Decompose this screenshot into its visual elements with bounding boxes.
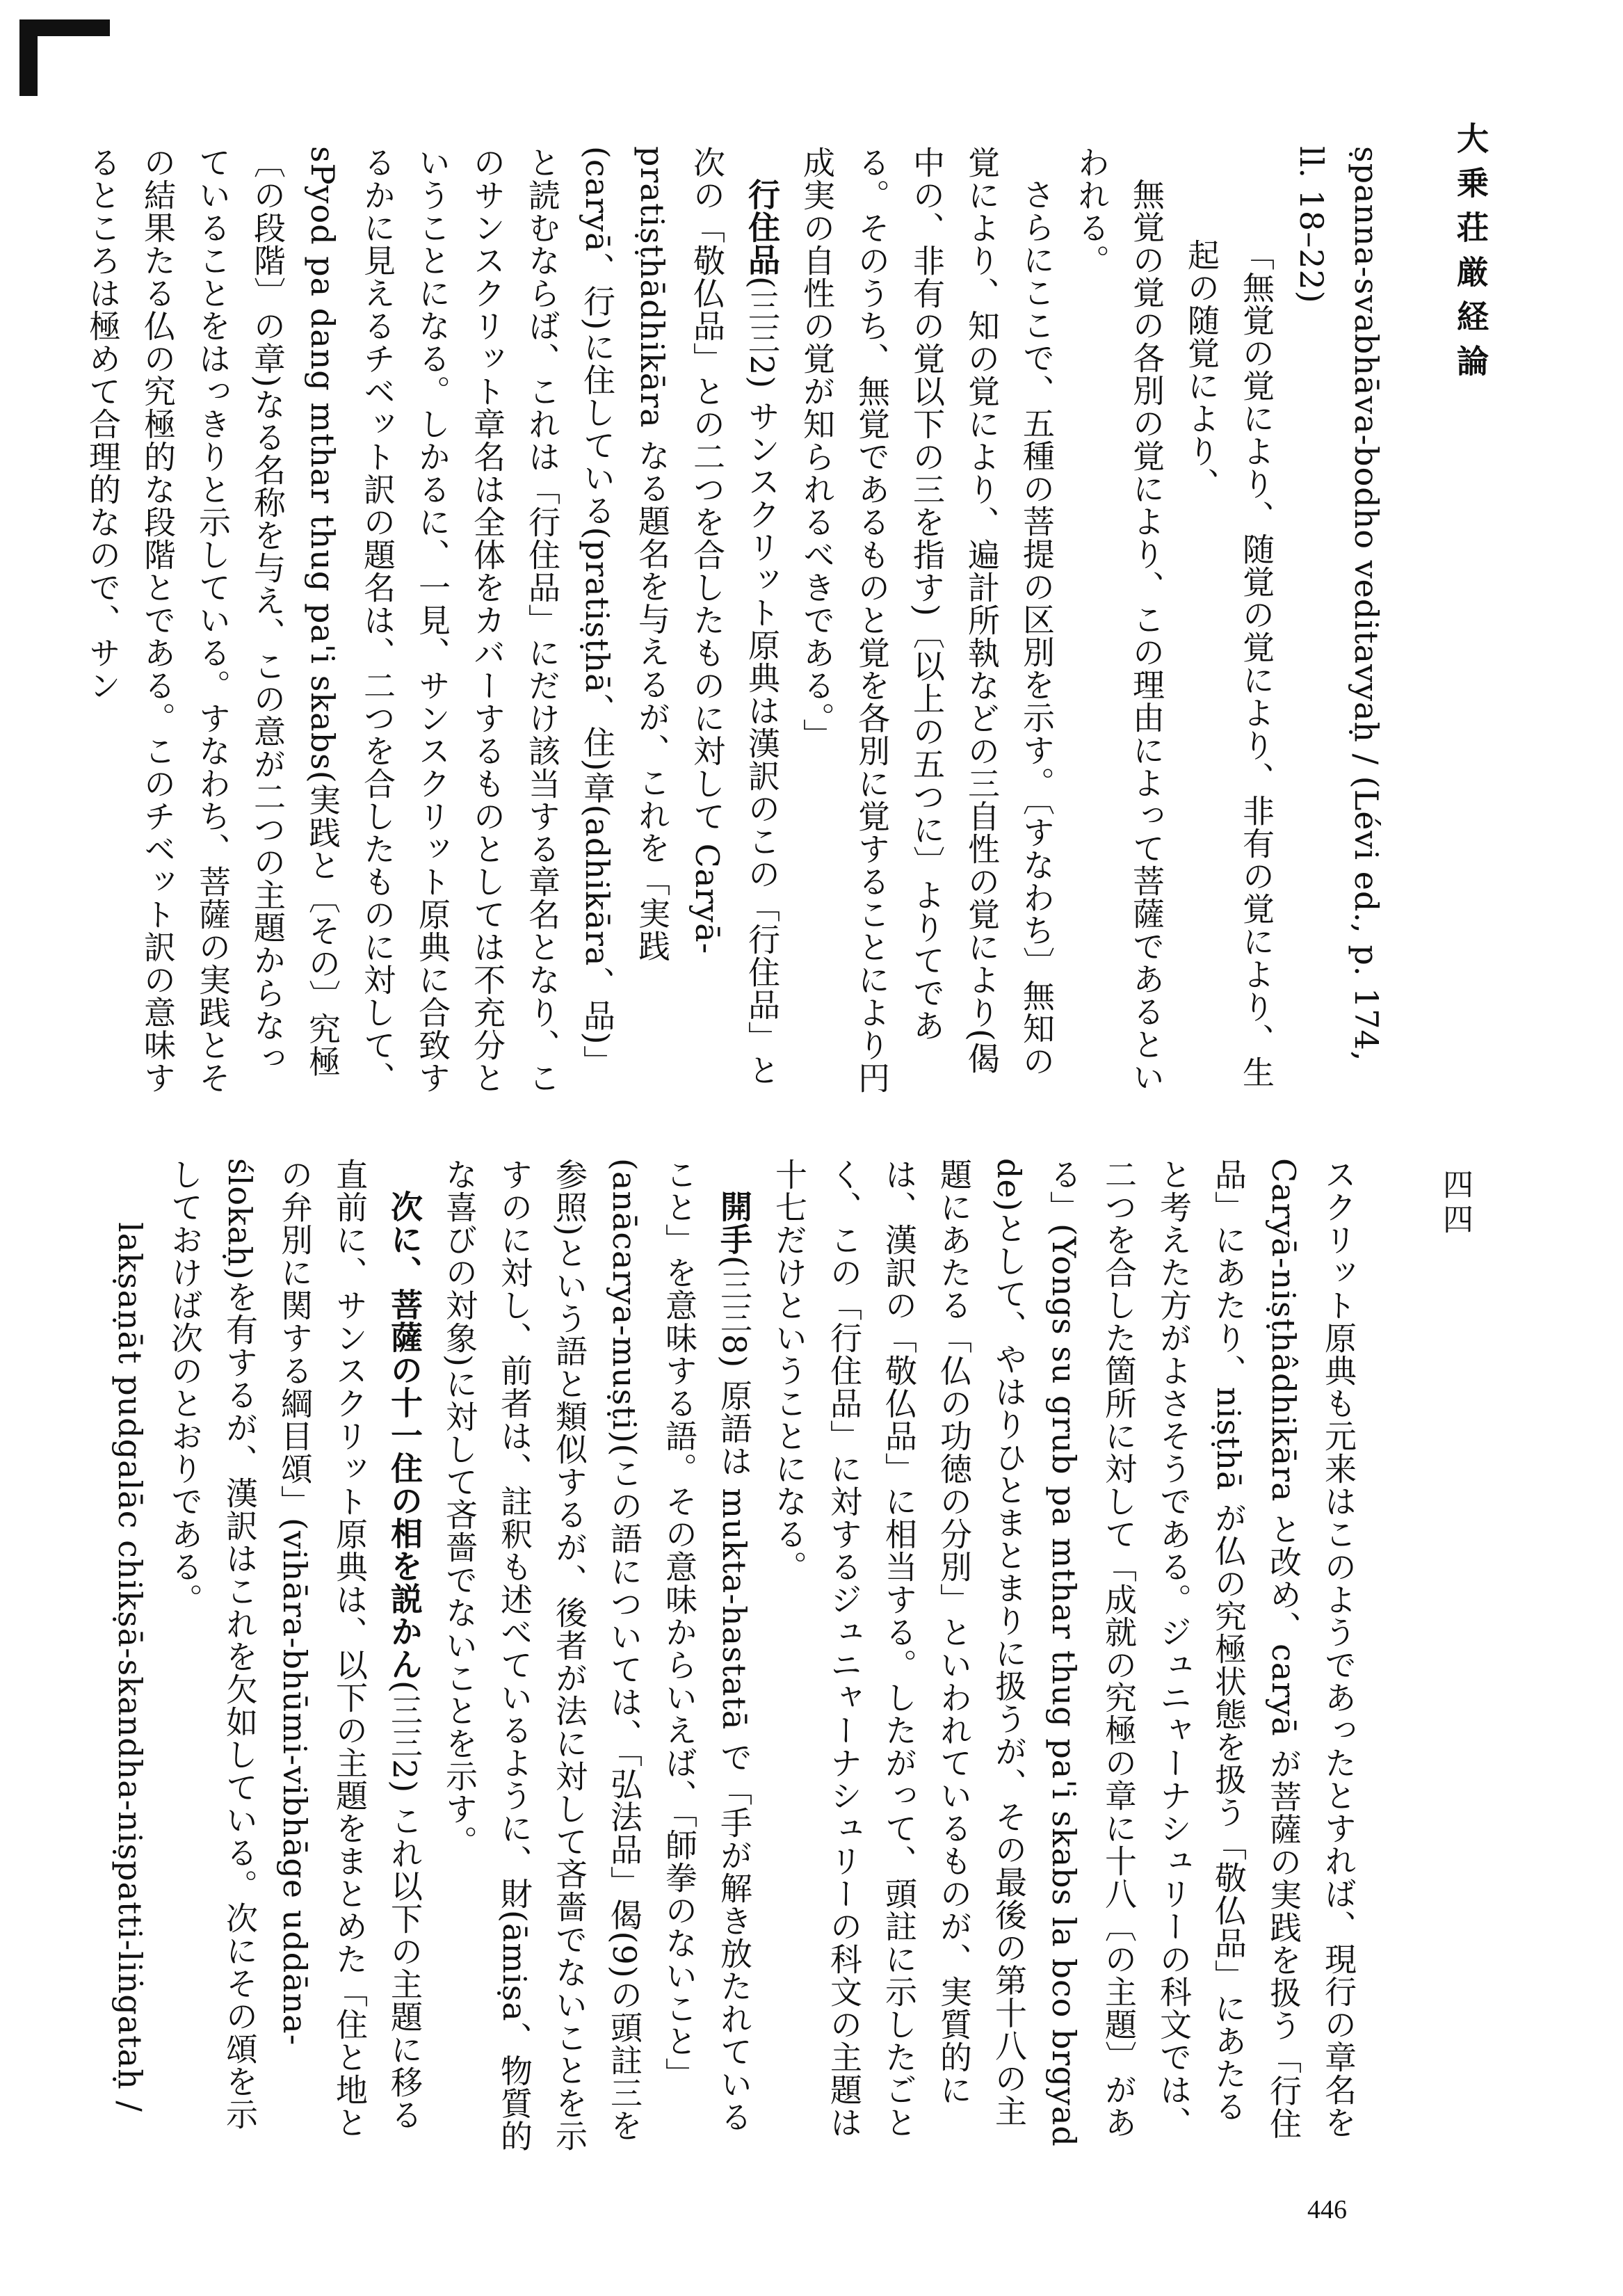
paragraph bbox=[1174, 239, 1284, 1099]
page-kanji-number: 四四 bbox=[1437, 1169, 1473, 1238]
note-heading: 行住品 bbox=[743, 178, 781, 276]
upper-text-block bbox=[84, 146, 1394, 1099]
paragraph-text: 無覚の覚の各別の覚により、この理由によって菩薩であるといわれる。 bbox=[1073, 146, 1165, 1093]
paragraph-text: lakṣaṇāt pudgalāc chikṣā-skandha-niṣpatti-liṅgataḥ / bbox=[111, 1222, 149, 2112]
paragraph bbox=[761, 1158, 1366, 2153]
paragraph-text: (三三8) 原語は mukta-hastatā で「手が解き放たれていること」を意味する語。その意味からいえば、「師拳のないこと」(anācarya-muṣṭi)(この語については、「弘法品」偈(9)の頭註三を参照)という語と類似するが、後者が法に対して吝嗇でないことを示すのに対し、前者は、註釈も述べているように、財(āmiṣa、物質的な喜びの対象)に対して吝嗇でないことを示す。 bbox=[441, 1158, 753, 2153]
paragraph bbox=[1284, 146, 1394, 1099]
paragraph-text: (三三2) これ以下の主題に移る直前に、サンスクリット原典は、以下の主題をまとめた「住と地との弁別に関する綱目頌」(vihāra-bhūmi-vibhāge uddāna-ślokaḥ)を有するが、漢訳はこれを欠如している。次にその頌を示しておけば次のとおりである。 bbox=[166, 1158, 423, 2139]
paragraph bbox=[789, 146, 1064, 1099]
note-heading: 開手 bbox=[716, 1190, 753, 1255]
paragraph bbox=[1064, 146, 1174, 1099]
note-heading: 次に、菩薩の十一住の相を説かん bbox=[386, 1190, 423, 1680]
paragraph bbox=[432, 1158, 761, 2153]
crop-mark-vertical bbox=[19, 19, 38, 96]
paragraph-text: スクリット原典も元来はこのようであったとすれば、現行の章名を Caryā-niṣṭhâdhikāra と改め、caryā が菩薩の実践を扱う「行住品」にあたり、niṣṭhā が仏の究極状態を扱う「敬仏品」にあたると考えた方がよさそうである。ジュニャーナシュリーの科文では、二つを合した箇所に対して「成就の究極の章に十八〔の主題〕がある」(Yongs su grub pa mthar thug pa'i skabs la bco brgyad de)として、やはりひとまとまりに扱うが、その最後の第十八の主題にあたる「仏の功徳の分別」といわれているものが、実質的には、漢訳の「敬仏品」に相当する。したがって、頭註に示したごとく、この「行住品」に対するジュニャーナシュリーの科文の主題は十七だけということになる。 bbox=[770, 1158, 1357, 2147]
paragraph bbox=[157, 1158, 432, 2153]
paragraph bbox=[75, 146, 789, 1099]
paragraph bbox=[102, 1158, 157, 2153]
paragraph-text: 「無覚の覚により、随覚の覚により、非有の覚により、生起の随覚により、 bbox=[1183, 239, 1275, 1089]
crop-mark bbox=[19, 19, 110, 96]
paragraph-text: (三三2) サンスクリット原典は漢訳のこの「行住品」と次の「敬仏品」との二つを合したものに対して Caryā-pratiṣṭhādhikāra なる題名を与えるが、これを「実践(caryā、行)に住している(pratiṣṭhā、住)章(adhikāra、品)」と読むならば、これは「行住品」にだけ該当する章名となり、このサンスクリット章名は全体をカバーするものとしては不充分ということになる。しかるに、一見、サンスクリット原典に合致するかに見えるチベット訳の題名は、二つを合したものに対して、sPyod pa dang mthar thug pa'i skabs(実践と〔その〕究極〔の段階〕の章)なる名称を与え、この意が二つの主題からなっていることをはっきりと示している。すなわち、菩薩の実践とその結果たる仏の究極的な段階とである。このチベット訳の意味するところは極めて合理的なので、サン bbox=[84, 146, 781, 1094]
paragraph-text: ṣpanna-svabhāva-bodho veditavyaḥ / (Lévi ed., p. 174, ll. 18–22) bbox=[1293, 146, 1385, 1062]
lower-text-block bbox=[111, 1158, 1366, 2153]
paragraph-text: さらにここで、五種の菩提の区別を示す。〔すなわち〕無知の覚により、知の覚により、遍計所執などの三自性の覚により(偈中の、非有の覚以下の三を指す)〔以上の五つに〕よりてである。そのうち、無覚であるものと覚を各別に覚することにより円成実の自性の覚が知られるべきである。」 bbox=[798, 146, 1056, 1094]
running-title: 大乗荘厳経論 bbox=[1452, 122, 1489, 389]
page-number: 446 bbox=[1307, 2195, 1347, 2224]
